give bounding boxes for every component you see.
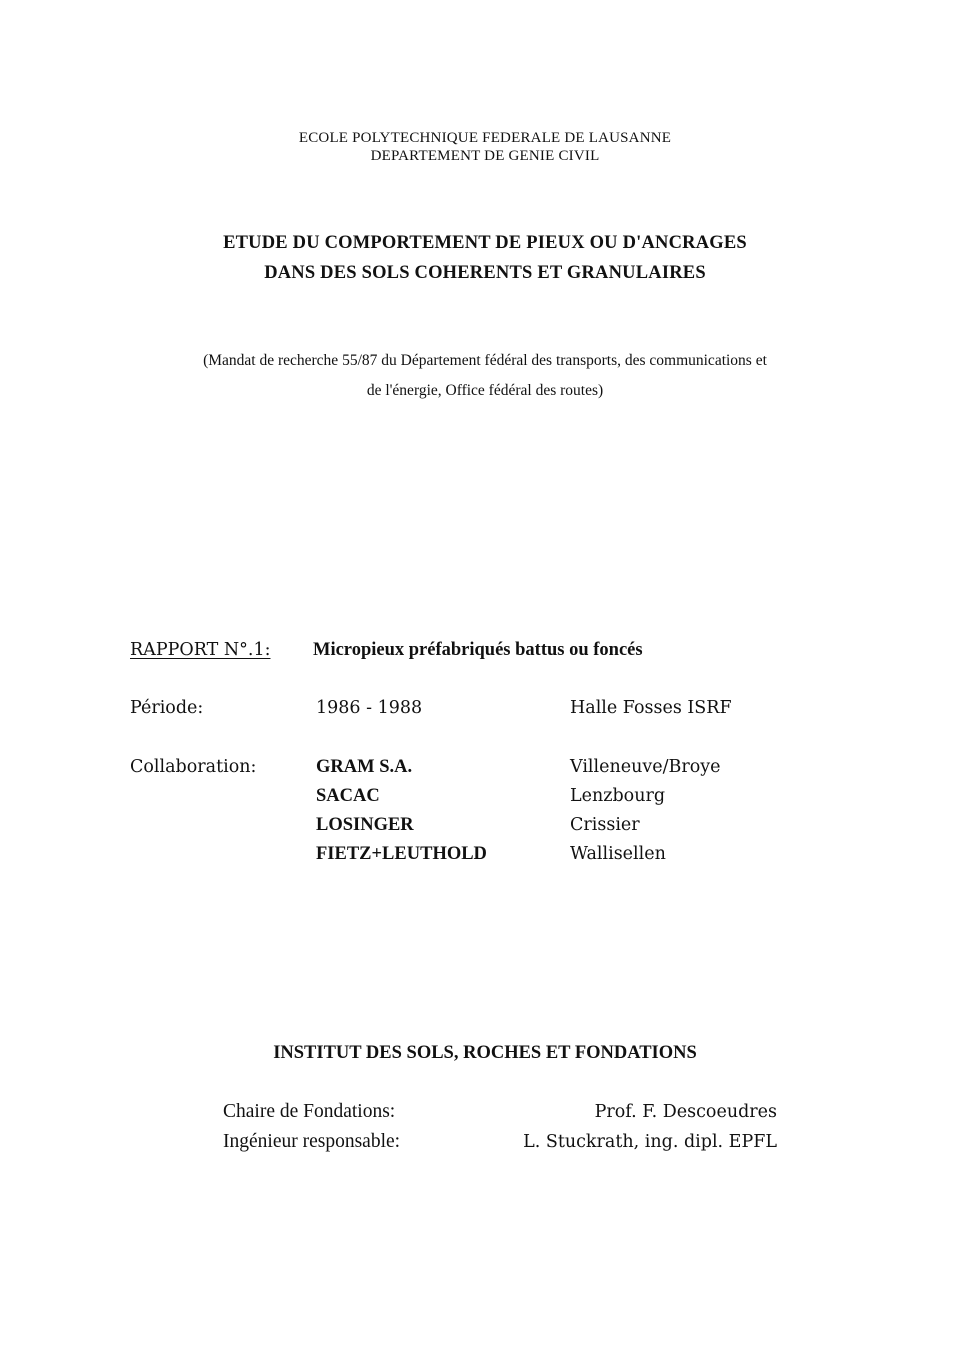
chair-value: Prof. F. Descoeudres	[594, 1102, 777, 1122]
period-location: Halle Fosses ISRF	[570, 698, 732, 718]
partner-name: GRAM S.A.	[316, 757, 413, 777]
partner-city: Villeneuve/Broye	[570, 757, 721, 777]
partner-city: Wallisellen	[570, 844, 666, 864]
title-line-1: ETUDE DU COMPORTEMENT DE PIEUX OU D'ANCRAGES	[223, 233, 747, 253]
school-name: ECOLE POLYTECHNIQUE FEDERALE DE LAUSANNE	[298, 130, 672, 146]
partner-name: FIETZ+LEUTHOLD	[316, 844, 487, 864]
partner-name: LOSINGER	[316, 815, 414, 835]
collaboration-label: Collaboration:	[130, 757, 257, 777]
engineer-value: L. Stuckrath, ing. dipl. EPFL	[523, 1132, 777, 1152]
partner-city: Lenzbourg	[570, 786, 666, 806]
institute-name: INSTITUT DES SOLS, ROCHES ET FONDATIONS	[273, 1043, 697, 1063]
mandate-line-2: de l'énergie, Office fédéral des routes)	[366, 382, 604, 399]
engineer-label: Ingénieur responsable:	[223, 1131, 401, 1152]
partner-name: SACAC	[316, 786, 380, 806]
mandate-line-1: (Mandat de recherche 55/87 du Département fédéral des transports, des communications et	[203, 352, 767, 369]
department-name: DEPARTEMENT DE GENIE CIVIL	[370, 148, 600, 164]
report-label: RAPPORT N°.1:	[130, 640, 271, 660]
period-label: Période:	[130, 698, 204, 718]
report-subject: Micropieux préfabriqués battus ou foncés	[313, 640, 643, 660]
chair-label: Chaire de Fondations:	[223, 1101, 396, 1122]
period-years: 1986 - 1988	[316, 698, 423, 718]
partner-city: Crissier	[570, 815, 640, 835]
title-line-2: DANS DES SOLS COHERENTS ET GRANULAIRES	[264, 263, 706, 283]
